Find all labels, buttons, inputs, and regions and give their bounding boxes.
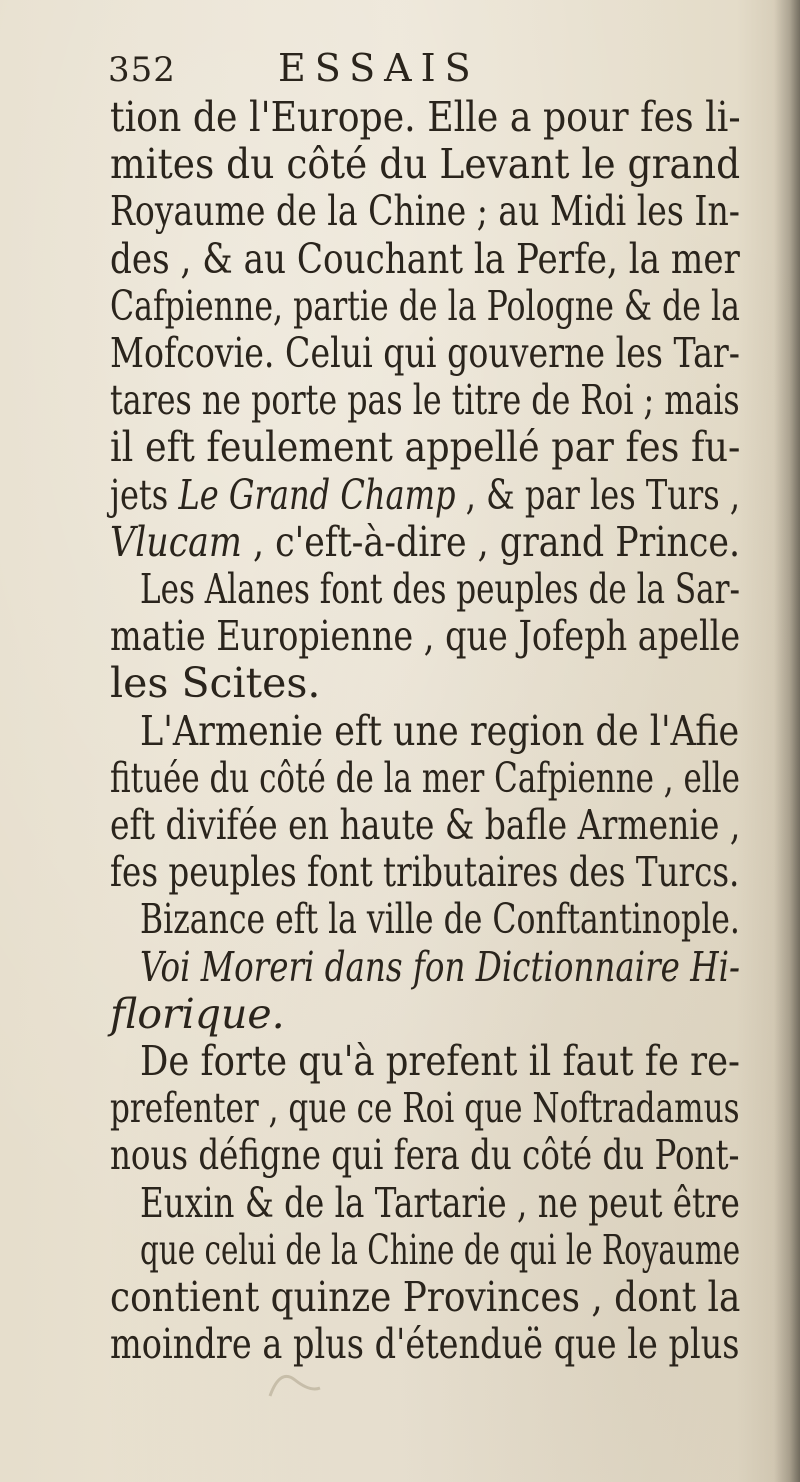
text-line: que celui de la Chine de qui le Royaume [140,1225,741,1274]
text-line: prefenter , que ce Roi que Noftradamus [110,1084,740,1133]
text-run: Vlucam [110,517,242,566]
text-line: L'Armenie eft une region de l'Afie [140,706,740,755]
text-line: De forte qu'à prefent il faut fe re- [140,1037,741,1085]
running-title: ESSAIS [278,46,480,90]
page-number: 352 [108,50,176,90]
text-line: Mofcovie. Celui qui gouverne les Tar- [110,329,740,377]
text-line: contient quinze Provinces , dont la [110,1273,741,1321]
text-line: les Scites. [110,659,321,708]
text-run: , c'eft-à-dire , grand Prince. [241,517,741,566]
text-line: Euxin & de la Tartarie , ne peut être [140,1178,740,1227]
text-line: Les Alanes font des peuples de la Sar- [140,565,740,613]
text-line: nous défigne qui fera du côté du Pont- [110,1131,740,1180]
text-line: Voi Moreri dans fon Dictionnaire Hi- [140,942,741,991]
text-line: Bizance eft la ville de Conftantinople. [140,895,740,944]
text-line: Royaume de la Chine ; au Midi les In- [110,187,740,236]
text-line: matie Europienne , que Jofeph apelle [110,612,741,661]
text-run: Le Grand Champ [178,470,456,519]
page-header [108,44,628,92]
text-line: mites du côté du Levant le grand [110,140,741,189]
text-run: , & par les Turs , [455,470,741,519]
text-line: eft divifée en haute & bafle Armenie , [110,801,741,849]
text-line: tares ne porte pas le titre de Roi ; mais [110,376,740,425]
text-line: des , & au Couchant la Perfe, la mer [110,234,740,283]
text-line: tion de l'Europe. Elle a pour fes li- [110,93,741,141]
text-line: fituée du côté de la mer Cafpienne , elle [110,753,740,802]
page-edge-shadow [774,0,800,1482]
text-line: moindre a plus d'étenduë que le plus [110,1320,740,1369]
text-line [110,518,740,566]
text-line: fes peuples font tributaires des Turcs. [110,848,740,897]
text-line [110,471,740,519]
text-run: jets [110,470,179,519]
text-line: florique. [110,989,285,1038]
text-line: il eft feulement appellé par fes fu- [110,423,741,472]
text-line: Cafpienne, partie de la Pologne & de la [110,281,740,330]
faded-printer-mark [250,1358,340,1408]
